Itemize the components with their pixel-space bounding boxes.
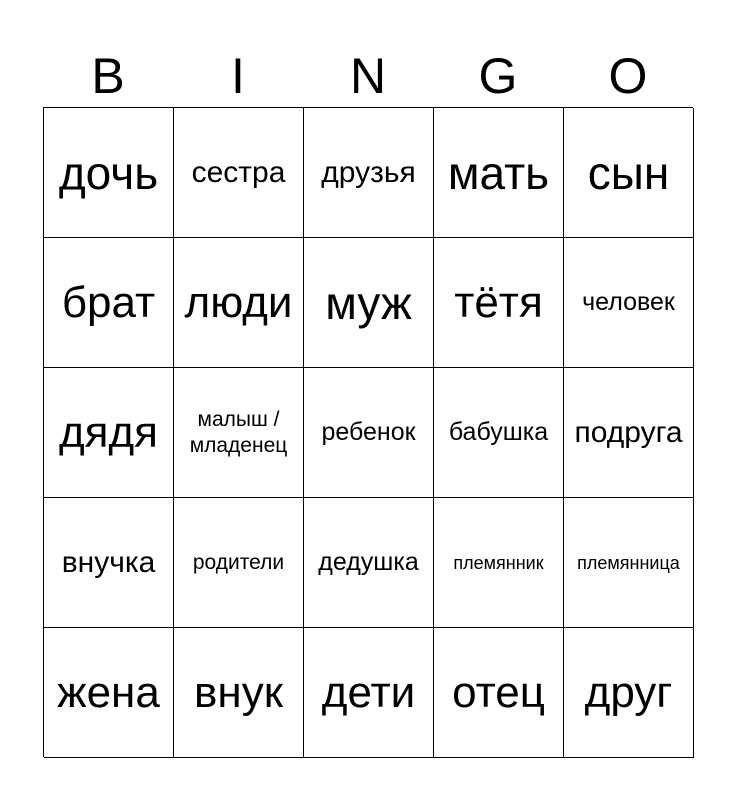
- bingo-cell-r2-c2[interactable]: [174, 238, 304, 368]
- cell-word: друг: [584, 667, 673, 717]
- cell-word: тётя: [454, 277, 543, 327]
- cell-word: брат: [61, 277, 156, 327]
- bingo-cell-r2-c3[interactable]: [304, 238, 434, 368]
- header-letter-g: G: [478, 48, 518, 104]
- bingo-cell-r3-c4[interactable]: [434, 368, 564, 498]
- header-letter-o: O: [608, 48, 648, 104]
- bingo-cell-r4-c2[interactable]: [174, 498, 304, 628]
- cell-word: жена: [57, 667, 160, 717]
- cell-word: друзья: [321, 155, 416, 189]
- bingo-cell-r3-c5[interactable]: [564, 368, 694, 498]
- cell-word: бабушка: [448, 418, 549, 446]
- bingo-cell-r2-c5[interactable]: [564, 238, 694, 368]
- bingo-cell-r1-c5[interactable]: [564, 108, 694, 238]
- header-letter-b: B: [91, 48, 125, 104]
- bingo-cell-r5-c3[interactable]: [304, 628, 434, 758]
- cell-word: дочь: [58, 146, 159, 199]
- bingo-cell-r5-c1[interactable]: [44, 628, 174, 758]
- cell-word: человек: [582, 288, 675, 316]
- bingo-board: [43, 107, 693, 757]
- bingo-cell-r4-c1[interactable]: [44, 498, 174, 628]
- bingo-cell-r5-c2[interactable]: [174, 628, 304, 758]
- bingo-cell-r3-c3[interactable]: [304, 368, 434, 498]
- cell-word: муж: [325, 276, 412, 329]
- cell-word: люди: [184, 277, 293, 327]
- cell-word: мать: [447, 146, 550, 199]
- header-letter-i: I: [231, 48, 245, 104]
- cell-word: племянница: [577, 552, 680, 573]
- cell-word: подруга: [574, 415, 683, 449]
- bingo-cell-r3-c1[interactable]: [44, 368, 174, 498]
- bingo-cell-r2-c1[interactable]: [44, 238, 174, 368]
- bingo-cell-r5-c4[interactable]: [434, 628, 564, 758]
- bingo-cell-r2-c4[interactable]: [434, 238, 564, 368]
- cell-word: дядя: [59, 407, 158, 457]
- bingo-cell-r1-c1[interactable]: [44, 108, 174, 238]
- cell-word: внучка: [61, 545, 156, 579]
- bingo-cell-r3-c2[interactable]: [174, 368, 304, 498]
- bingo-cell-r4-c4[interactable]: [434, 498, 564, 628]
- bingo-cell-r4-c5[interactable]: [564, 498, 694, 628]
- header-letter-n: N: [349, 48, 387, 104]
- bingo-cell-r1-c2[interactable]: [174, 108, 304, 238]
- bingo-cell-r5-c5[interactable]: [564, 628, 694, 758]
- bingo-cell-r4-c3[interactable]: [304, 498, 434, 628]
- cell-word: дедушка: [318, 548, 419, 576]
- bingo-header: [43, 48, 693, 104]
- cell-word: сын: [587, 146, 670, 199]
- bingo-cell-r1-c4[interactable]: [434, 108, 564, 238]
- cell-word: дети: [321, 667, 416, 717]
- cell-word: малыш / младенец: [189, 407, 288, 457]
- cell-word: племянник: [453, 552, 544, 573]
- cell-word: внук: [194, 667, 283, 717]
- bingo-cell-r1-c3[interactable]: [304, 108, 434, 238]
- cell-word: отец: [452, 667, 545, 717]
- cell-word: сестра: [191, 155, 286, 189]
- cell-word: ребенок: [321, 418, 416, 446]
- cell-word: родители: [192, 550, 285, 574]
